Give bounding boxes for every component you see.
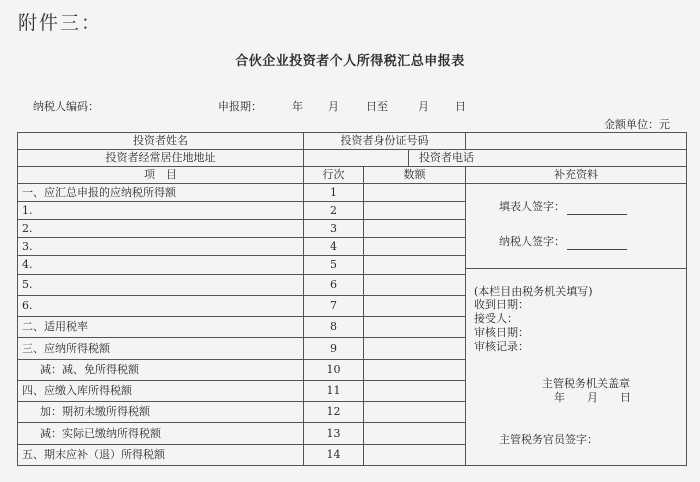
row-line: 8 <box>304 317 364 337</box>
col-supplement-header: 补充资料 <box>466 167 687 184</box>
officer-sign-label: 主管税务官员签字： <box>499 433 599 446</box>
declaration-table <box>17 132 687 466</box>
row-item: 4. <box>18 256 304 275</box>
period-day-to: 日至 <box>366 100 388 113</box>
row-line: 6 <box>304 275 364 296</box>
period-month-end: 月 <box>418 100 429 113</box>
taxpayer-sign-blank[interactable] <box>567 238 627 250</box>
row-amount-field[interactable] <box>364 184 466 202</box>
row-item: 1. <box>18 202 304 220</box>
row-line: 11 <box>304 380 364 401</box>
review-date-label: 审核日期： <box>474 326 530 339</box>
investor-address-field[interactable] <box>304 150 409 167</box>
tax-office-note: (本栏目由税务机关填写) <box>474 285 593 298</box>
investor-address-label: 投资者经常居住地地址 <box>18 150 304 167</box>
row-amount-field[interactable] <box>364 275 466 296</box>
investor-phone-label: 投资者电话 <box>419 151 474 164</box>
row-amount-field[interactable] <box>364 202 466 220</box>
row-line: 7 <box>304 296 364 317</box>
row-amount-field[interactable] <box>364 296 466 317</box>
filler-sign-label: 填表人签字： <box>499 200 566 213</box>
row-item: 一、应汇总申报的应纳税所得额 <box>18 184 304 202</box>
row-amount-field[interactable] <box>364 422 466 444</box>
taxpayer-sign-label: 纳税人签字： <box>499 235 566 248</box>
row-line: 3 <box>304 220 364 238</box>
row-amount-field[interactable] <box>364 220 466 238</box>
row-amount-field[interactable] <box>364 256 466 275</box>
seal-date: 年 月 日 <box>554 391 632 404</box>
row-amount-field[interactable] <box>364 317 466 337</box>
column-header-row <box>18 167 687 184</box>
row-amount-field[interactable] <box>364 401 466 422</box>
row-line: 10 <box>304 359 364 380</box>
row-item: 加：期初未缴所得税额 <box>18 401 304 422</box>
investor-phone-cell[interactable] <box>409 150 687 167</box>
row-line: 5 <box>304 256 364 275</box>
row-amount-field[interactable] <box>364 337 466 359</box>
received-date-label: 收到日期： <box>474 298 530 311</box>
table-row <box>18 184 687 202</box>
review-record-label: 审核记录： <box>474 340 530 353</box>
taxpayer-code-label: 纳税人编码： <box>33 100 99 113</box>
row-item: 5. <box>18 275 304 296</box>
row-line: 2 <box>304 202 364 220</box>
row-line: 14 <box>304 444 364 465</box>
investor-name-label: 投资者姓名 <box>18 133 304 150</box>
row-item: 三、应纳所得税额 <box>18 337 304 359</box>
col-amount-header: 数额 <box>364 167 466 184</box>
row-amount-field[interactable] <box>364 380 466 401</box>
row-line: 1 <box>304 184 364 202</box>
period-day-end: 日 <box>455 100 466 113</box>
attachment-label: 附件三： <box>18 12 103 34</box>
info-row-address <box>18 150 687 167</box>
period-month: 月 <box>328 100 339 113</box>
info-row-name <box>18 133 687 150</box>
row-item: 2. <box>18 220 304 238</box>
row-line: 13 <box>304 422 364 444</box>
row-line: 4 <box>304 238 364 256</box>
receiver-label: 接受人： <box>474 312 519 325</box>
filler-sign-blank[interactable] <box>567 203 627 215</box>
row-item: 3. <box>18 238 304 256</box>
currency-unit: 金额单位：元 <box>604 118 670 131</box>
row-item: 减：减、免所得税额 <box>18 359 304 380</box>
period-year: 年 <box>292 100 303 113</box>
filler-sign-line[interactable] <box>499 199 627 215</box>
investor-id-label: 投资者身份证号码 <box>304 133 466 150</box>
row-amount-field[interactable] <box>364 444 466 465</box>
supplement-divider <box>466 268 686 269</box>
row-amount-field[interactable] <box>364 359 466 380</box>
row-item: 四、应缴入库所得税额 <box>18 380 304 401</box>
row-line: 12 <box>304 401 364 422</box>
taxpayer-sign-line[interactable] <box>499 234 627 250</box>
period-label: 申报期： <box>218 100 262 113</box>
col-line-header: 行次 <box>304 167 364 184</box>
row-item: 6. <box>18 296 304 317</box>
supplement-cell <box>466 184 687 466</box>
row-item: 五、期末应补（退）所得税额 <box>18 444 304 465</box>
row-line: 9 <box>304 337 364 359</box>
form-title: 合伙企业投资者个人所得税汇总申报表 <box>235 54 465 69</box>
row-item: 减：实际已缴纳所得税额 <box>18 422 304 444</box>
row-item: 二、适用税率 <box>18 317 304 337</box>
row-amount-field[interactable] <box>364 238 466 256</box>
col-item-header: 项 目 <box>18 167 304 184</box>
investor-id-field[interactable] <box>466 133 687 150</box>
seal-label: 主管税务机关盖章 <box>542 377 631 390</box>
